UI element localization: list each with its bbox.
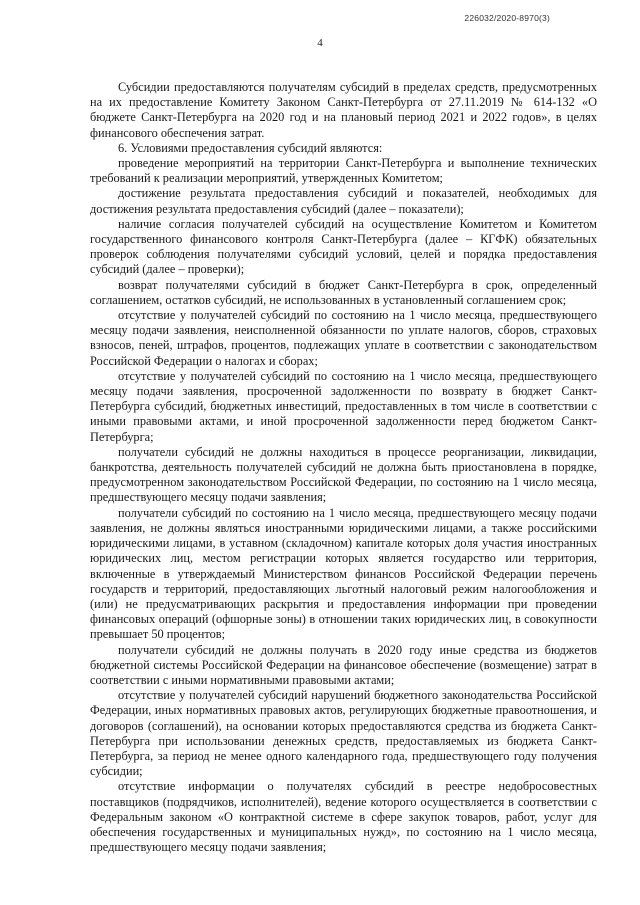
paragraph: получатели субсидий по состоянию на 1 число месяца, предшествующего месяцу подачи заявления, не должны являться иностранными юридическими лицами, а также российскими юридическими лицами, в уставном (складочном) капитале которых доля участия иностранных юридических лиц, местом регистрации которых является государство или территория, включенные в утверждаемый Министерством финансов Российской Федерации перечень государств и территорий, предоставляющих льготный налоговый режим налогообложения и (или) не предусматривающих раскрытия и предоставления информации при проведении финансовых операций (офшорные зоны) в отношении таких юридических лиц, в совокупности превышает 50 процентов;	[90, 505, 597, 642]
paragraph: отсутствие у получателей субсидий по состоянию на 1 число месяца, предшествующего месяцу подачи заявления, просроченной задолженности по возврату в бюджет Санкт-Петербурга субсидий, бюджетных инвестиций, предоставленных в том числе в соответствии с иными правовыми актами, и иной просроченной задолженности перед бюджетом Санкт-Петербурга;	[90, 368, 597, 444]
document-code: 226032/2020-8970(3)	[464, 13, 550, 23]
document-body	[90, 80, 597, 855]
page-number: 4	[317, 37, 323, 49]
paragraph: достижение результата предоставления субсидий и показателей, необходимых для достижения результата предоставления субсидий (далее – показатели);	[90, 186, 597, 216]
paragraph: отсутствие у получателей субсидий по состоянию на 1 число месяца, предшествующего месяцу подачи заявления, неисполненной обязанности по уплате налогов, сборов, страховых взносов, пеней, штрафов, процентов, подлежащих уплате в соответствии с законодательством Российской Федерации о налогах и сборах;	[90, 308, 597, 368]
paragraph: получатели субсидий не должны находиться в процессе реорганизации, ликвидации, банкротства, деятельность получателей субсидий не должна быть приостановлена в порядке, предусмотренном законодательством Российской Федерации, по состоянию на 1 число месяца, предшествующего месяцу подачи заявления;	[90, 444, 597, 505]
paragraph: 6. Условиями предоставления субсидий являются:	[118, 140, 383, 155]
paragraph: проведение мероприятий на территории Санкт-Петербурга и выполнение технических требований к реализации мероприятий, утвержденных Комитетом;	[90, 156, 597, 186]
paragraph: отсутствие информации о получателях субсидий в реестре недобросовестных поставщиков (подрядчиков, исполнителей), ведение которого осуществляется в соответствии с Федеральным законом «О контрактной системе в сфере закупок товаров, работ, услуг для обеспечения государственных и муниципальных нужд», по состоянию на 1 число месяца, предшествующего месяцу подачи заявления;	[90, 779, 597, 855]
paragraph: отсутствие у получателей субсидий нарушений бюджетного законодательства Российской Федерации, иных нормативных правовых актов, регулирующих бюджетные правоотношения, и договоров (соглашений), на основании которых предоставляются средства из бюджета Санкт-Петербурга при использовании денежных средств, предоставляемых из бюджета Санкт-Петербурга, за период не менее одного календарного года, предшествующего году получения субсидии;	[90, 688, 597, 779]
paragraph: возврат получателями субсидий в бюджет Санкт-Петербурга в срок, определенный соглашением, остатков субсидий, не использованных в установленный соглашением срок;	[90, 277, 597, 307]
paragraph: Субсидии предоставляются получателям субсидий в пределах средств, предусмотренных на их предоставление Комитету Законом Санкт-Петербурга от 27.11.2019 № 614-132 «О бюджете Санкт-Петербурга на 2020 год и на плановый период 2021 и 2022 годов», в целях финансового обеспечения затрат.	[90, 80, 597, 140]
paragraph: наличие согласия получателей субсидий на осуществление Комитетом и Комитетом государственного финансового контроля Санкт-Петербурга (далее – КГФК) обязательных проверок соблюдения получателями субсидий условий, целей и порядка предоставления субсидий (далее – проверки);	[90, 216, 597, 277]
paragraph: получатели субсидий не должны получать в 2020 году иные средства из бюджетов бюджетной системы Российской Федерации на финансовое обеспечение (возмещение) затрат в соответствии с иными нормативными правовыми актами;	[90, 642, 597, 687]
